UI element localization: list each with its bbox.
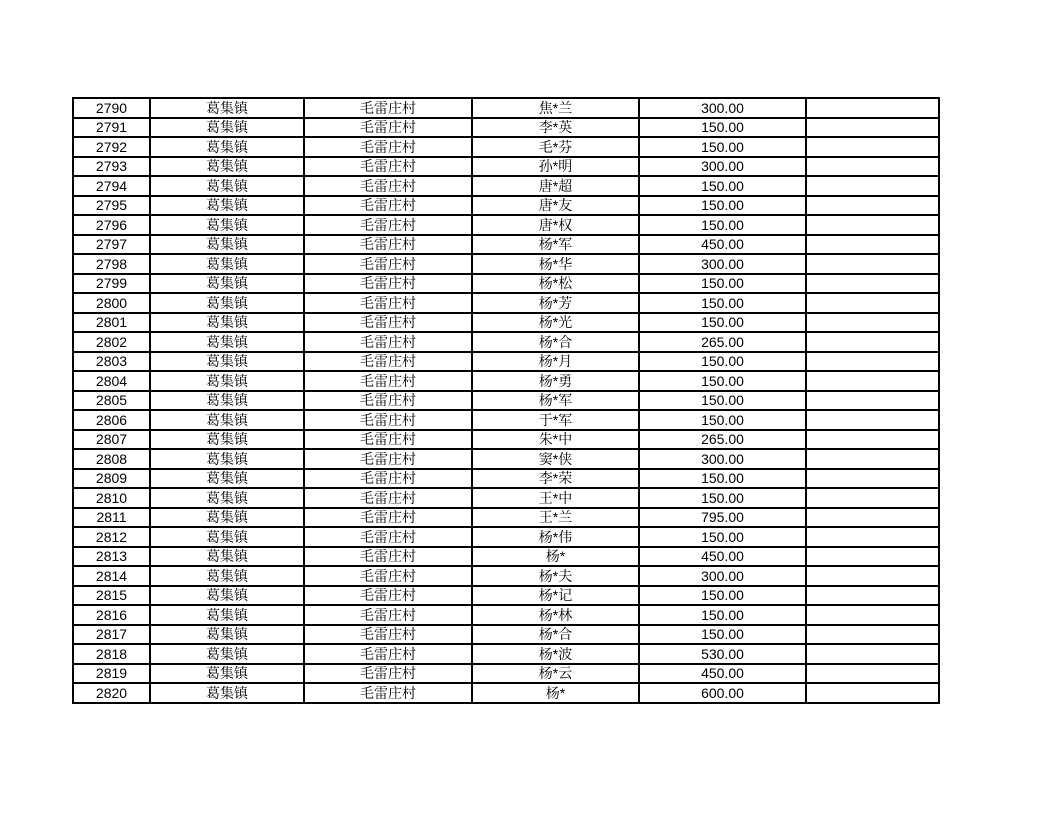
cell-row-number: 2815: [73, 586, 150, 606]
cell-name: 窦*侠: [472, 449, 639, 469]
cell-amount: 450.00: [639, 547, 806, 567]
cell-village: 毛雷庄村: [304, 644, 472, 664]
cell-name: 杨*合: [472, 332, 639, 352]
cell-amount: 300.00: [639, 566, 806, 586]
cell-town: 葛集镇: [150, 488, 304, 508]
cell-row-number: 2812: [73, 527, 150, 547]
cell-village: 毛雷庄村: [304, 98, 472, 118]
table-row: [73, 98, 939, 118]
cell-row-number: 2810: [73, 488, 150, 508]
cell-village: 毛雷庄村: [304, 215, 472, 235]
table-row: [73, 488, 939, 508]
table-row: [73, 469, 939, 489]
cell-town: 葛集镇: [150, 527, 304, 547]
cell-amount: 300.00: [639, 449, 806, 469]
table-row: [73, 449, 939, 469]
table-row: [73, 683, 939, 703]
cell-name: 杨*军: [472, 391, 639, 411]
cell-town: 葛集镇: [150, 605, 304, 625]
cell-town: 葛集镇: [150, 664, 304, 684]
cell-town: 葛集镇: [150, 274, 304, 294]
table-row: [73, 157, 939, 177]
cell-note: [806, 488, 939, 508]
cell-amount: 795.00: [639, 508, 806, 528]
cell-name: 李*荣: [472, 469, 639, 489]
cell-row-number: 2806: [73, 410, 150, 430]
cell-name: 杨*林: [472, 605, 639, 625]
table-row: [73, 527, 939, 547]
cell-row-number: 2813: [73, 547, 150, 567]
cell-name: 朱*中: [472, 430, 639, 450]
cell-row-number: 2801: [73, 313, 150, 333]
cell-village: 毛雷庄村: [304, 508, 472, 528]
table-row: [73, 332, 939, 352]
cell-town: 葛集镇: [150, 332, 304, 352]
cell-amount: 530.00: [639, 644, 806, 664]
cell-village: 毛雷庄村: [304, 625, 472, 645]
cell-amount: 450.00: [639, 664, 806, 684]
cell-name: 于*军: [472, 410, 639, 430]
cell-town: 葛集镇: [150, 430, 304, 450]
cell-amount: 150.00: [639, 391, 806, 411]
cell-village: 毛雷庄村: [304, 137, 472, 157]
cell-note: [806, 254, 939, 274]
cell-row-number: 2805: [73, 391, 150, 411]
cell-village: 毛雷庄村: [304, 332, 472, 352]
cell-note: [806, 98, 939, 118]
cell-amount: 600.00: [639, 683, 806, 703]
cell-row-number: 2798: [73, 254, 150, 274]
table-row: [73, 664, 939, 684]
cell-row-number: 2794: [73, 176, 150, 196]
table-row: [73, 274, 939, 294]
cell-row-number: 2795: [73, 196, 150, 216]
cell-row-number: 2792: [73, 137, 150, 157]
cell-village: 毛雷庄村: [304, 547, 472, 567]
table-row: [73, 644, 939, 664]
cell-note: [806, 235, 939, 255]
cell-note: [806, 605, 939, 625]
cell-note: [806, 215, 939, 235]
cell-town: 葛集镇: [150, 118, 304, 138]
cell-name: 杨*伟: [472, 527, 639, 547]
cell-amount: 300.00: [639, 157, 806, 177]
cell-row-number: 2811: [73, 508, 150, 528]
cell-village: 毛雷庄村: [304, 664, 472, 684]
cell-name: 毛*芬: [472, 137, 639, 157]
cell-village: 毛雷庄村: [304, 586, 472, 606]
cell-village: 毛雷庄村: [304, 254, 472, 274]
cell-village: 毛雷庄村: [304, 274, 472, 294]
cell-name: 唐*超: [472, 176, 639, 196]
table-row: [73, 508, 939, 528]
cell-note: [806, 293, 939, 313]
cell-town: 葛集镇: [150, 293, 304, 313]
cell-name: 孙*明: [472, 157, 639, 177]
cell-village: 毛雷庄村: [304, 313, 472, 333]
cell-note: [806, 352, 939, 372]
cell-note: [806, 176, 939, 196]
cell-row-number: 2790: [73, 98, 150, 118]
cell-name: 焦*兰: [472, 98, 639, 118]
cell-name: 杨*松: [472, 274, 639, 294]
cell-amount: 450.00: [639, 235, 806, 255]
table-row: [73, 625, 939, 645]
cell-note: [806, 371, 939, 391]
cell-note: [806, 527, 939, 547]
cell-town: 葛集镇: [150, 644, 304, 664]
cell-row-number: 2800: [73, 293, 150, 313]
cell-note: [806, 586, 939, 606]
cell-town: 葛集镇: [150, 410, 304, 430]
cell-village: 毛雷庄村: [304, 469, 472, 489]
cell-note: [806, 566, 939, 586]
cell-note: [806, 137, 939, 157]
cell-note: [806, 469, 939, 489]
table-row: [73, 235, 939, 255]
table-row: [73, 293, 939, 313]
cell-amount: 265.00: [639, 430, 806, 450]
cell-amount: 300.00: [639, 254, 806, 274]
table-row: [73, 254, 939, 274]
cell-note: [806, 430, 939, 450]
cell-town: 葛集镇: [150, 508, 304, 528]
cell-row-number: 2793: [73, 157, 150, 177]
cell-name: 杨*: [472, 547, 639, 567]
cell-amount: 150.00: [639, 196, 806, 216]
cell-town: 葛集镇: [150, 313, 304, 333]
cell-amount: 150.00: [639, 410, 806, 430]
cell-village: 毛雷庄村: [304, 410, 472, 430]
cell-town: 葛集镇: [150, 137, 304, 157]
cell-village: 毛雷庄村: [304, 157, 472, 177]
cell-name: 杨*华: [472, 254, 639, 274]
cell-amount: 150.00: [639, 313, 806, 333]
table-row: [73, 371, 939, 391]
cell-row-number: 2804: [73, 371, 150, 391]
cell-name: 杨*芳: [472, 293, 639, 313]
cell-amount: 150.00: [639, 371, 806, 391]
cell-row-number: 2803: [73, 352, 150, 372]
table-row: [73, 410, 939, 430]
cell-note: [806, 313, 939, 333]
cell-row-number: 2808: [73, 449, 150, 469]
cell-amount: 150.00: [639, 527, 806, 547]
cell-village: 毛雷庄村: [304, 371, 472, 391]
cell-amount: 265.00: [639, 332, 806, 352]
cell-town: 葛集镇: [150, 157, 304, 177]
cell-village: 毛雷庄村: [304, 566, 472, 586]
cell-village: 毛雷庄村: [304, 449, 472, 469]
cell-note: [806, 274, 939, 294]
cell-name: 王*中: [472, 488, 639, 508]
cell-row-number: 2791: [73, 118, 150, 138]
cell-amount: 150.00: [639, 488, 806, 508]
cell-amount: 150.00: [639, 176, 806, 196]
cell-town: 葛集镇: [150, 235, 304, 255]
cell-note: [806, 196, 939, 216]
cell-name: 杨*波: [472, 644, 639, 664]
cell-name: 唐*权: [472, 215, 639, 235]
cell-note: [806, 547, 939, 567]
cell-village: 毛雷庄村: [304, 488, 472, 508]
table-row: [73, 605, 939, 625]
cell-name: 杨*: [472, 683, 639, 703]
cell-row-number: 2814: [73, 566, 150, 586]
cell-note: [806, 332, 939, 352]
cell-amount: 150.00: [639, 274, 806, 294]
cell-note: [806, 391, 939, 411]
cell-village: 毛雷庄村: [304, 430, 472, 450]
cell-name: 杨*夫: [472, 566, 639, 586]
cell-village: 毛雷庄村: [304, 176, 472, 196]
cell-village: 毛雷庄村: [304, 391, 472, 411]
cell-amount: 150.00: [639, 352, 806, 372]
cell-row-number: 2817: [73, 625, 150, 645]
cell-town: 葛集镇: [150, 625, 304, 645]
cell-town: 葛集镇: [150, 352, 304, 372]
cell-row-number: 2797: [73, 235, 150, 255]
cell-note: [806, 508, 939, 528]
cell-name: 杨*光: [472, 313, 639, 333]
cell-amount: 150.00: [639, 625, 806, 645]
cell-row-number: 2819: [73, 664, 150, 684]
cell-row-number: 2799: [73, 274, 150, 294]
table-row: [73, 352, 939, 372]
cell-village: 毛雷庄村: [304, 235, 472, 255]
cell-note: [806, 410, 939, 430]
cell-name: 杨*云: [472, 664, 639, 684]
cell-village: 毛雷庄村: [304, 683, 472, 703]
cell-name: 王*兰: [472, 508, 639, 528]
table-row: [73, 586, 939, 606]
cell-amount: 150.00: [639, 469, 806, 489]
cell-note: [806, 683, 939, 703]
table-row: [73, 215, 939, 235]
cell-town: 葛集镇: [150, 547, 304, 567]
cell-note: [806, 625, 939, 645]
cell-name: 杨*勇: [472, 371, 639, 391]
table-row: [73, 430, 939, 450]
cell-town: 葛集镇: [150, 215, 304, 235]
subsidy-table: [72, 97, 940, 704]
cell-town: 葛集镇: [150, 683, 304, 703]
cell-town: 葛集镇: [150, 196, 304, 216]
cell-town: 葛集镇: [150, 98, 304, 118]
cell-town: 葛集镇: [150, 176, 304, 196]
cell-village: 毛雷庄村: [304, 293, 472, 313]
cell-note: [806, 118, 939, 138]
cell-town: 葛集镇: [150, 254, 304, 274]
cell-row-number: 2818: [73, 644, 150, 664]
cell-amount: 300.00: [639, 98, 806, 118]
table-row: [73, 176, 939, 196]
cell-row-number: 2802: [73, 332, 150, 352]
cell-town: 葛集镇: [150, 469, 304, 489]
table-row: [73, 313, 939, 333]
cell-note: [806, 664, 939, 684]
cell-name: 李*英: [472, 118, 639, 138]
cell-row-number: 2816: [73, 605, 150, 625]
cell-amount: 150.00: [639, 137, 806, 157]
cell-row-number: 2820: [73, 683, 150, 703]
cell-village: 毛雷庄村: [304, 352, 472, 372]
table-row: [73, 547, 939, 567]
cell-name: 杨*月: [472, 352, 639, 372]
cell-town: 葛集镇: [150, 566, 304, 586]
cell-note: [806, 449, 939, 469]
cell-row-number: 2807: [73, 430, 150, 450]
cell-town: 葛集镇: [150, 391, 304, 411]
cell-name: 唐*友: [472, 196, 639, 216]
cell-village: 毛雷庄村: [304, 527, 472, 547]
cell-amount: 150.00: [639, 118, 806, 138]
cell-row-number: 2809: [73, 469, 150, 489]
cell-town: 葛集镇: [150, 449, 304, 469]
cell-name: 杨*合: [472, 625, 639, 645]
cell-amount: 150.00: [639, 293, 806, 313]
table-row: [73, 137, 939, 157]
cell-note: [806, 644, 939, 664]
cell-village: 毛雷庄村: [304, 196, 472, 216]
cell-name: 杨*记: [472, 586, 639, 606]
cell-amount: 150.00: [639, 215, 806, 235]
table-row: [73, 118, 939, 138]
cell-row-number: 2796: [73, 215, 150, 235]
cell-name: 杨*军: [472, 235, 639, 255]
cell-note: [806, 157, 939, 177]
table-row: [73, 196, 939, 216]
cell-village: 毛雷庄村: [304, 118, 472, 138]
cell-town: 葛集镇: [150, 371, 304, 391]
cell-town: 葛集镇: [150, 586, 304, 606]
cell-village: 毛雷庄村: [304, 605, 472, 625]
cell-amount: 150.00: [639, 605, 806, 625]
table-row: [73, 566, 939, 586]
cell-amount: 150.00: [639, 586, 806, 606]
table-row: [73, 391, 939, 411]
